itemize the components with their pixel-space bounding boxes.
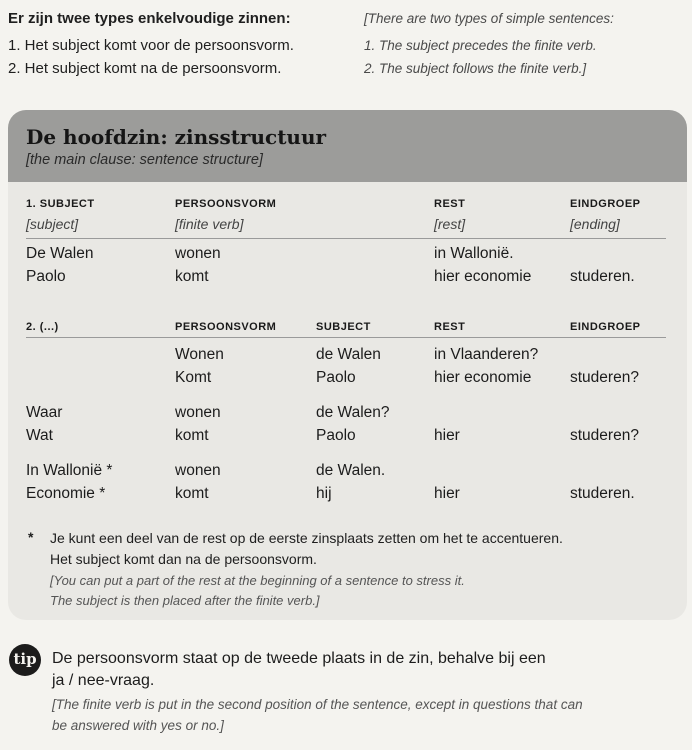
t1-header-subject-translation: [subject] [26,216,79,232]
t2-cell: Paolo [316,369,356,386]
t2-header-finite-verb: PERSOONSVORM [175,321,277,333]
t2-cell: Paolo [316,427,356,444]
intro-item-2: 2. Het subject komt na de persoonsvorm. [8,60,282,77]
intro-title: Er zijn twee types enkelvoudige zinnen: [8,10,291,27]
t2-cell: hij [316,485,332,502]
t1-cell: studeren. [570,268,635,285]
intro-item-2-translation: 2. The subject follows the finite verb.] [364,61,587,76]
t2-header-ending: EINDGROEP [570,321,641,333]
grammar-box [8,110,687,620]
t2-header-rest: REST [434,321,466,333]
t1-divider [26,238,666,239]
t1-cell: wonen [175,245,221,262]
t2-cell: studeren? [570,427,639,444]
t1-header-finite-verb-translation: [finite verb] [175,216,244,232]
t2-cell: Economie * [26,485,106,502]
box-title: De hoofdzin: zinsstructuur [26,125,327,149]
t1-header-rest-translation: [rest] [434,216,466,232]
t2-cell: de Walen? [316,404,390,421]
t2-cell: hier economie [434,369,532,386]
tip-line-2: ja / nee-vraag. [52,672,155,689]
t1-header-ending-translation: [ending] [570,216,620,232]
t2-cell: hier [434,427,460,444]
tip-translation-2: be answered with yes or no.] [52,718,224,733]
intro-item-1: 1. Het subject komt voor de persoonsvorm. [8,37,294,54]
t2-cell: de Walen [316,346,381,363]
tip-translation-1: [The finite verb is put in the second position of the sentence, except in questions that can [52,697,583,712]
box-subtitle: [the main clause: sentence structure] [26,152,263,168]
t2-cell: de Walen. [316,462,386,479]
footnote-translation-1: [You can put a part of the rest at the beginning of a sentence to stress it. [50,573,465,588]
t2-cell: wonen [175,404,221,421]
t1-header-finite-verb: PERSOONSVORM [175,198,277,210]
t1-cell: hier economie [434,268,532,285]
intro-item-1-translation: 1. The subject precedes the finite verb. [364,38,597,53]
footnote-line-2: Het subject komt dan na de persoonsvorm. [50,551,317,567]
t2-cell: Wonen [175,346,224,363]
t2-cell: In Wallonië * [26,462,113,479]
t2-cell: Wat [26,427,53,444]
tip-icon: tip [9,644,41,676]
footnote-bullet: * [28,529,34,545]
t2-cell: studeren? [570,369,639,386]
footnote-translation-2: The subject is then placed after the finite verb.] [50,593,320,608]
t1-header-ending: EINDGROEP [570,198,641,210]
grammar-box-header [8,110,687,182]
t2-cell: Waar [26,404,63,421]
t2-cell: komt [175,485,209,502]
t2-header-number: 2. (...) [26,321,59,333]
t2-header-subject: SUBJECT [316,321,371,333]
t2-cell: wonen [175,462,221,479]
intro-title-translation: [There are two types of simple sentences: [364,11,614,26]
tip-line-1: De persoonsvorm staat op de tweede plaats in de zin, behalve bij een [52,650,546,667]
t2-cell: in Vlaanderen? [434,346,539,363]
t2-divider [26,337,666,338]
t1-cell: in Wallonië. [434,245,514,262]
t2-cell: komt [175,427,209,444]
footnote-line-1: Je kunt een deel van de rest op de eerste zinsplaats zetten om het te accentueren. [50,530,563,546]
t1-cell: De Walen [26,245,94,262]
t2-cell: Komt [175,369,212,386]
t2-cell: hier [434,485,460,502]
t1-header-subject: 1. SUBJECT [26,198,95,210]
t1-header-rest: REST [434,198,466,210]
t2-cell: studeren. [570,485,635,502]
t1-cell: komt [175,268,209,285]
t1-cell: Paolo [26,268,66,285]
